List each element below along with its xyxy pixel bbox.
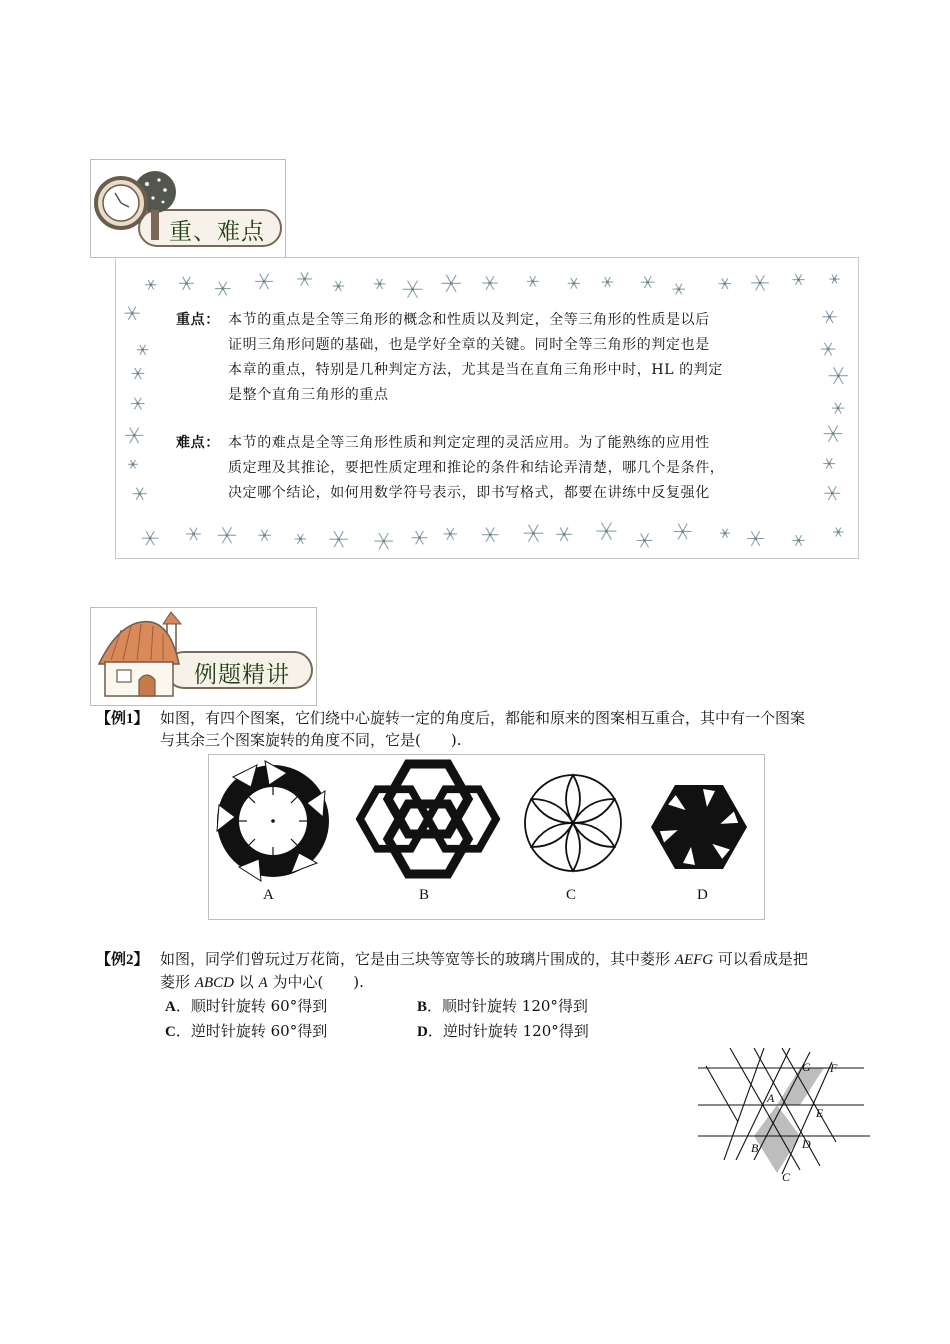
pattern-label: A: [263, 887, 274, 903]
pattern-label: C: [566, 887, 577, 903]
text-line: 决定哪个结论，如何用数学符号表示，即书写格式，都要在讲练中反复强化: [228, 485, 710, 501]
option-d[interactable]: D．逆时针旋转 120°得到: [417, 1022, 589, 1040]
text-line: 菱形 ABCD 以 A 为中心( ).: [160, 973, 364, 991]
text-line: 如图，同学们曾玩过万花筒，它是由三块等宽等长的玻璃片围成的，其中菱形 AEFG 可以看成是把: [160, 950, 808, 968]
key-points-frame: [115, 257, 859, 559]
section-title: 重、难点: [169, 219, 265, 245]
text-line: 本节的难点是全等三角形性质和判定定理的灵活应用。为了能熟练的应用性: [228, 435, 710, 451]
text-line: 质定理及其推论，要把性质定理和推论的条件和结论弄清楚，哪几个是条件，: [228, 460, 725, 476]
section-header-key-points: [90, 159, 286, 258]
option-b[interactable]: B．顺时针旋转 120°得到: [417, 997, 588, 1015]
point-label: F: [830, 1061, 838, 1075]
point-label: E: [816, 1106, 824, 1120]
pattern-d: [651, 785, 747, 869]
pattern-b: [360, 764, 496, 874]
point-label: B: [751, 1141, 759, 1155]
focus-title: 重点：: [176, 312, 220, 328]
example-number: 【例2】: [96, 952, 149, 968]
text-line: 证明三角形问题的基础，也是学好全章的关键。同时全等三角形的判定也是: [228, 337, 710, 353]
point-label: G: [802, 1060, 811, 1074]
pattern-a: [217, 761, 329, 881]
pattern-label: D: [697, 887, 708, 903]
example-1-text: [160, 707, 805, 751]
example-2: [96, 948, 149, 971]
point-label: C: [782, 1170, 791, 1184]
pattern-c: [525, 775, 621, 871]
text-line: 如图，有四个图案，它们绕中心旋转一定的角度后，都能和原来的图案相互重合，其中有一个图案: [160, 709, 806, 727]
text-line: 与其余三个图案旋转的角度不同，它是( ).: [160, 731, 462, 749]
option-a[interactable]: A．顺时针旋转 60°得到: [165, 997, 328, 1015]
example-1: [96, 707, 149, 730]
point-label: A: [767, 1091, 775, 1105]
section-header-examples: [90, 607, 317, 706]
rotation-patterns-figure: [208, 754, 765, 920]
difficulty-title: 难点：: [176, 435, 220, 451]
text-line: 是整个直角三角形的重点: [228, 387, 389, 403]
text-line: 本章的重点，特别是几种判定方法，尤其是当在直角三角形中时，HL 的判定: [228, 362, 723, 378]
section-title: 例题精讲: [194, 662, 290, 688]
option-c[interactable]: C．逆时针旋转 60°得到: [165, 1022, 328, 1040]
snowflake-border: [116, 258, 858, 558]
text-line: 本节的重点是全等三角形的概念和性质以及判定，全等三角形的性质是以后: [228, 312, 710, 328]
kaleidoscope-figure: [694, 1048, 874, 1188]
focus-paragraph: [176, 308, 220, 333]
focus-text: [228, 308, 723, 408]
difficulty-text: [228, 431, 724, 506]
example-2-text: [160, 948, 808, 994]
pattern-label: B: [419, 887, 430, 903]
example-number: 【例1】: [96, 711, 149, 727]
point-label: D: [802, 1137, 811, 1151]
difficulty-paragraph: [176, 431, 220, 456]
